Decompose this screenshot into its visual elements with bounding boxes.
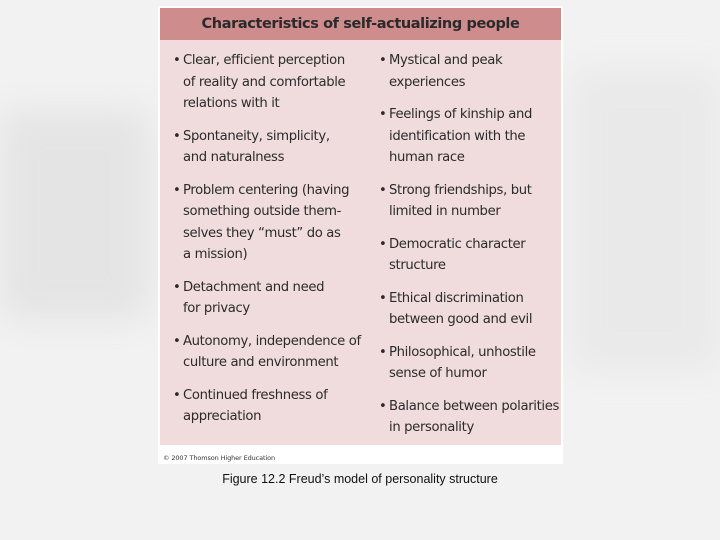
list-item [379,288,569,331]
list-item [379,104,569,169]
list-item-text: Balance between polarities in personality [389,398,559,435]
bullet: • [379,398,387,414]
list-item-text: Detachment and need for privacy [183,279,325,316]
list-item [379,396,569,439]
bullet: • [379,53,387,68]
list-item-text: Mystical and peak experiences [389,53,503,90]
bullet: • [173,53,181,68]
bullet: • [173,182,181,198]
list-item [173,50,363,115]
bullet: • [173,128,181,144]
list-item [173,331,363,374]
bullet: • [379,290,387,306]
list-item-text: Feelings of kinship and identification with the human race [389,107,532,165]
list-item-text: Strong friendships, but limited in number [389,182,532,219]
list-item-text: Spontaneity, simplicity, and naturalness [183,128,330,165]
bullet: • [379,344,387,360]
list-item-text: Clear, efficient perception of reality and comfortable relations with it [183,53,346,111]
list-item-text: Ethical discrimination between good and evil [389,290,533,327]
list-item-text: Autonomy, independence of culture and environment [183,333,361,370]
copyright-notice: © 2007 Thomson Higher Education [163,454,276,462]
left-column [173,50,363,428]
bullet: • [379,182,387,198]
bullet: • [173,387,181,403]
list-item-text: Philosophical, unhostile sense of humor [389,344,536,381]
list-item-text: Continued freshness of appreciation [183,387,328,424]
list-item [173,385,363,428]
panel-title: Characteristics of self-actualizing people [201,16,520,32]
figure-box [158,6,563,464]
list-item-text: Problem centering (having something outside them- selves they “must” do as a mission) [183,182,350,262]
list-item [173,277,363,320]
list-item [173,126,363,169]
panel-header [160,8,561,40]
list-item [379,342,569,385]
bullet: • [173,279,181,295]
list-item [379,234,569,277]
list-item-text: Democratic character structure [389,236,526,273]
bullet: • [173,333,181,349]
bullet: • [379,236,387,252]
list-item [379,180,569,223]
list-item [173,180,363,266]
bullet: • [379,107,387,122]
list-item [379,50,569,93]
background-blur-right [570,70,720,370]
figure-caption: Figure 12.2 Freud’s model of personality structure [222,472,498,486]
background-blur-left [0,110,150,320]
characteristics-panel [160,8,561,445]
right-column [379,50,569,439]
